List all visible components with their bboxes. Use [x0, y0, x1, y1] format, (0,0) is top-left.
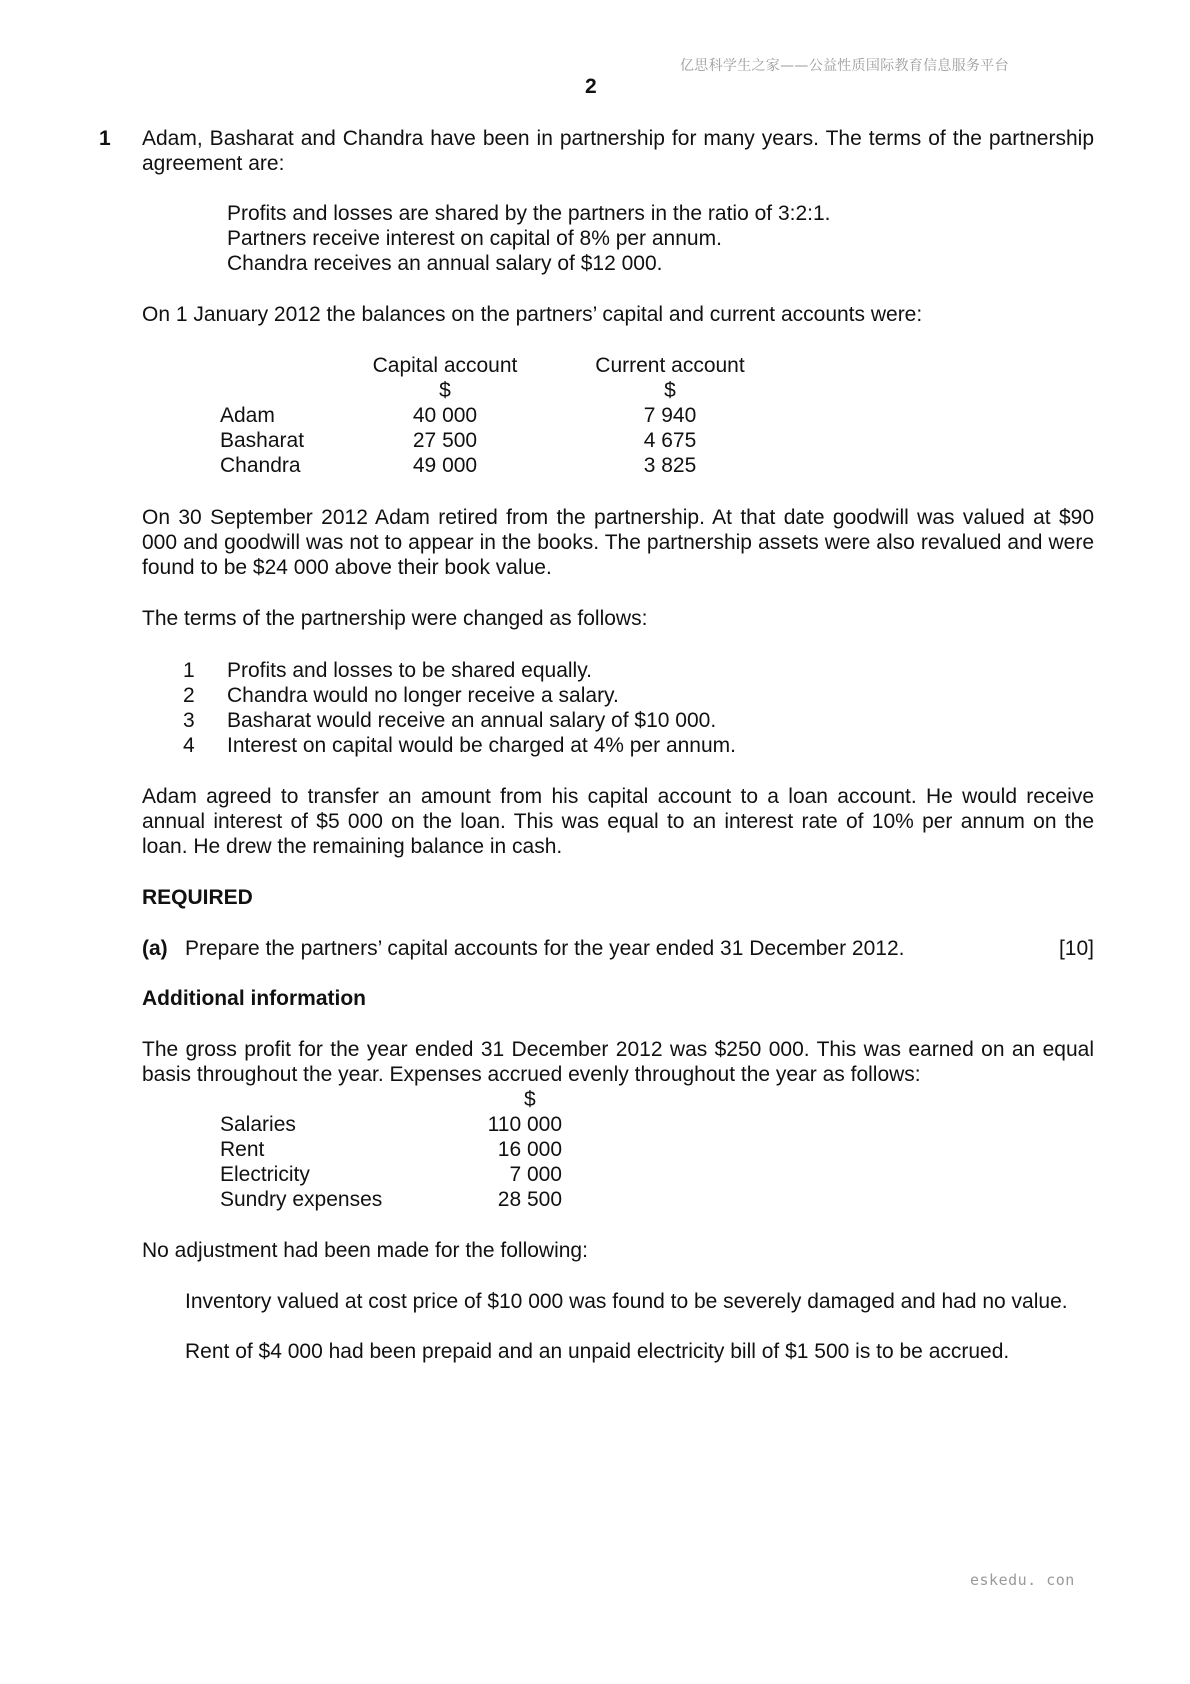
- watermark-bottom: eskedu. con: [970, 1571, 1075, 1589]
- table-row: [220, 1112, 562, 1137]
- balances-intro: On 1 January 2012 the balances on the partners’ capital and current accounts were:: [142, 303, 923, 326]
- watermark-top: 亿思科学生之家——公益性质国际教育信息服务平台: [680, 58, 1009, 74]
- loan-paragraph: Adam agreed to transfer an amount from his capital account to a loan account. He would receive annual interest of $5 000 on the loan. This was equal to an interest rate of 10% per annum on the loan. He drew the remaining balance in cash.: [142, 785, 1094, 858]
- question-number: 1: [99, 127, 111, 150]
- capital-balance: 40 000: [412, 404, 478, 427]
- expense-amount: 7 000: [509, 1163, 562, 1186]
- agreement-term: Partners receive interest on capital of 8% per annum.: [227, 227, 722, 250]
- table-row: [220, 453, 760, 478]
- part-a-text: Prepare the partners’ capital accounts for the year ended 31 December 2012.: [185, 937, 905, 960]
- no-adjustment-intro: No adjustment had been made for the following:: [142, 1239, 588, 1262]
- question-intro: Adam, Basharat and Chandra have been in partnership for many years. The terms of the partnership agreement are:: [142, 127, 1094, 175]
- partner-name: Basharat: [220, 429, 305, 452]
- table-units-row: [220, 378, 760, 403]
- required-heading: REQUIRED: [142, 886, 253, 909]
- retirement-paragraph: On 30 September 2012 Adam retired from the partnership. At that date goodwill was valued at $90 000 and goodwill was not to appear in the books. The partnership assets were also revalued and were found to be $24 000 above their book value.: [142, 506, 1094, 579]
- capital-balance: 27 500: [412, 429, 478, 452]
- expense-name: Electricity: [220, 1163, 310, 1186]
- list-item-number: 3: [183, 709, 195, 732]
- list-item: [183, 683, 736, 708]
- table-unit-cell: [220, 378, 370, 403]
- list-item-text: Interest on capital would be charged at 4% per annum.: [227, 734, 736, 757]
- table-header-cell: Capital account: [372, 354, 518, 377]
- expense-name: Sundry expenses: [220, 1188, 383, 1211]
- table-header-cell: [220, 353, 370, 378]
- expense-amount: 28 500: [497, 1188, 562, 1211]
- list-item-number: 2: [183, 684, 195, 707]
- table-row: [220, 428, 760, 453]
- list-item: [183, 733, 736, 758]
- list-item-text: Basharat would receive an annual salary of $10 000.: [227, 709, 717, 732]
- current-balance: 4 675: [643, 429, 697, 452]
- partner-name: Adam: [220, 404, 275, 427]
- new-terms-list: [183, 658, 736, 758]
- list-item-number: 4: [183, 734, 195, 757]
- expenses-unit: $: [524, 1088, 536, 1111]
- part-a-label: (a): [142, 937, 168, 960]
- agreement-term: Profits and losses are shared by the partners in the ratio of 3:2:1.: [227, 202, 831, 225]
- table-row: [220, 1187, 562, 1212]
- list-item: [183, 658, 736, 683]
- additional-heading: Additional information: [142, 987, 366, 1010]
- page-number: 2: [585, 75, 597, 98]
- table-header-cell: Current account: [595, 354, 745, 377]
- current-balance: 3 825: [643, 454, 697, 477]
- agreement-term: Chandra receives an annual salary of $12 000.: [227, 252, 663, 275]
- table-unit-cell: $: [439, 379, 451, 402]
- changes-intro: The terms of the partnership were changed as follows:: [142, 607, 648, 630]
- table-row: [220, 403, 760, 428]
- adjustment-item: Inventory valued at cost price of $10 000 was found to be severely damaged and had no value.: [185, 1290, 1068, 1313]
- partner-name: Chandra: [220, 454, 301, 477]
- balances-table: [220, 353, 760, 478]
- expense-amount: 110 000: [487, 1113, 562, 1136]
- table-unit-cell: $: [664, 379, 676, 402]
- adjustment-item: Rent of $4 000 had been prepaid and an unpaid electricity bill of $1 500 is to be accrued.: [185, 1340, 1010, 1363]
- list-item-text: Chandra would no longer receive a salary.: [227, 684, 619, 707]
- list-item-text: Profits and losses to be shared equally.: [227, 659, 592, 682]
- table-header-row: [220, 353, 760, 378]
- list-item: [183, 708, 736, 733]
- table-row: [220, 1162, 562, 1187]
- expense-name: Rent: [220, 1138, 265, 1161]
- expense-amount: 16 000: [497, 1138, 562, 1161]
- current-balance: 7 940: [643, 404, 697, 427]
- part-a-marks: [10]: [1058, 937, 1094, 960]
- expense-name: Salaries: [220, 1113, 296, 1136]
- list-item-number: 1: [183, 659, 195, 682]
- expenses-table: [220, 1112, 562, 1212]
- capital-balance: 49 000: [412, 454, 478, 477]
- table-row: [220, 1137, 562, 1162]
- gross-profit-paragraph: The gross profit for the year ended 31 December 2012 was $250 000. This was earned on an equal basis throughout the year. Expenses accrued evenly throughout the year as follows:: [142, 1038, 1094, 1086]
